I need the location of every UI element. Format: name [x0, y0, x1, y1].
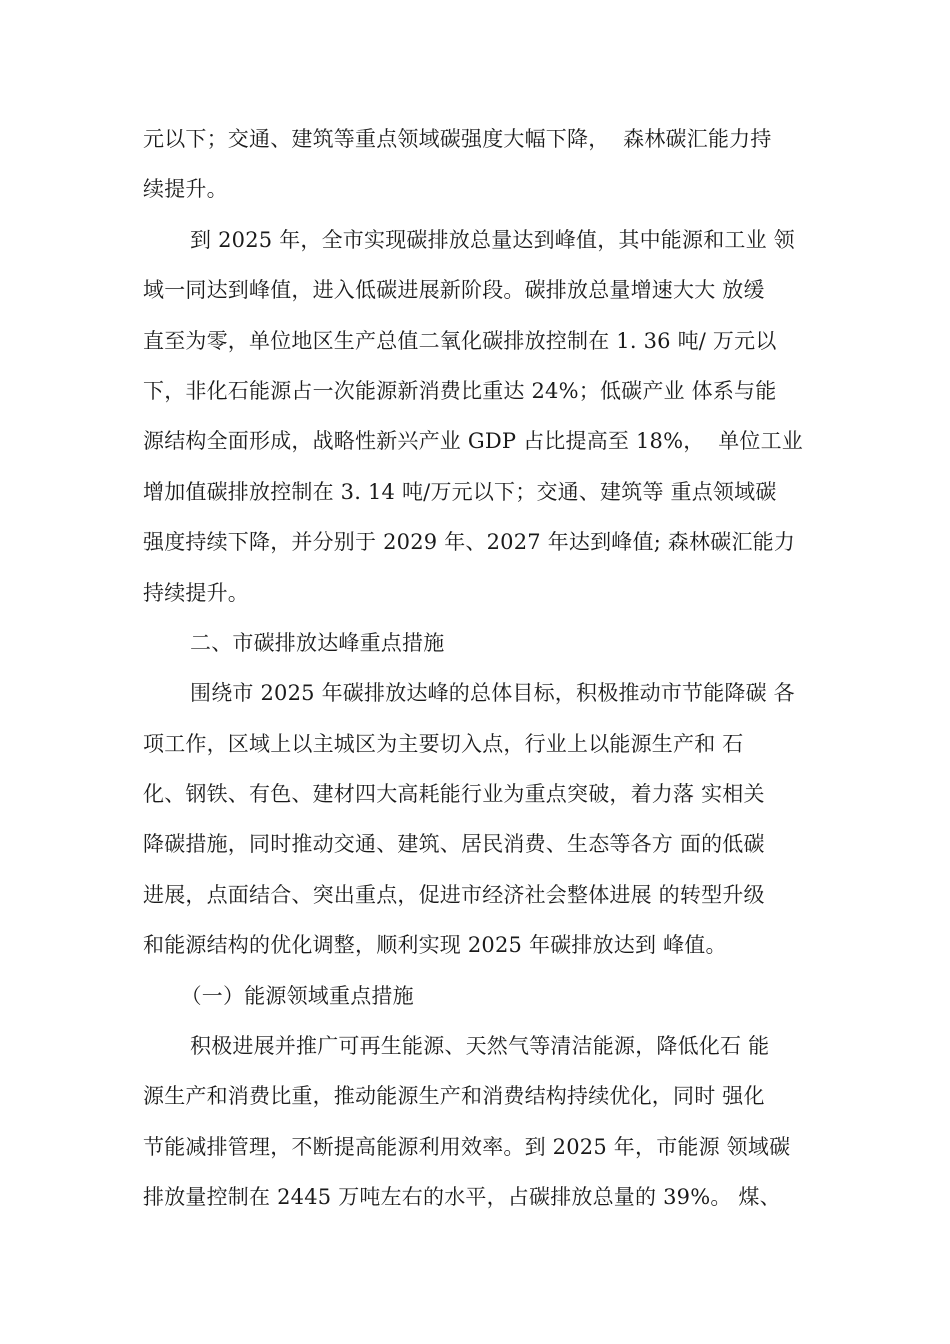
text-line: 项工作，区域上以主城区为主要切入点，行业上以能源生产和 石	[143, 731, 744, 756]
text-line: 元以下；交通、建筑等重点领域碳强度大幅下降， 森林碳汇能力持	[143, 127, 772, 151]
text-line: 强度持续下降，并分别于 2029 年、2027 年达到峰值; 森林碳汇能力	[143, 530, 796, 555]
text-line: （一）能源领域重点措施	[180, 983, 414, 1008]
text-line: 续提升。	[143, 177, 228, 202]
text-line: 节能减排管理，不断提高能源利用效率。到 2025 年，市能源 领域碳	[143, 1134, 791, 1159]
text-line: 二、市碳排放达峰重点措施	[190, 630, 445, 655]
text-line: 源生产和消费比重，推动能源生产和消费结构持续优化，同时 强化	[143, 1084, 765, 1109]
text-line: 源结构全面形成，战略性新兴产业 GDP 占比提高至 18%， 单位工业	[143, 429, 803, 454]
document-page	[143, 114, 823, 1223]
text-line: 增加值碳排放控制在 3. 14 吨/万元以下；交通、建筑等 重点领域碳	[143, 479, 777, 504]
text-line: 持续提升。	[143, 580, 249, 605]
text-line: 降碳措施，同时推动交通、建筑、居民消费、生态等各方 面的低碳	[143, 832, 765, 857]
text-line: 下，非化石能源占一次能源新消费比重达 24%；低碳产业 体系与能	[143, 378, 777, 403]
text-line: 域一同达到峰值，进入低碳进展新阶段。碳排放总量增速大大 放缓	[143, 278, 765, 303]
text-line: 直至为零，单位地区生产总值二氧化碳排放控制在 1. 36 吨/ 万元以	[143, 328, 777, 353]
text-line: 围绕市 2025 年碳排放达峰的总体目标，积极推动市节能降碳 各	[190, 681, 795, 706]
text-line: 到 2025 年，全市实现碳排放总量达到峰值，其中能源和工业 领	[190, 227, 795, 252]
text-line: 进展，点面结合、突出重点，促进市经济社会整体进展 的转型升级	[143, 882, 765, 907]
text-line: 积极进展并推广可再生能源、天然气等清洁能源，降低化石 能	[190, 1034, 770, 1059]
text-line: 化、钢铁、有色、建材四大高耗能行业为重点突破，着力落 实相关	[143, 782, 765, 807]
text-line: 和能源结构的优化调整，顺利实现 2025 年碳排放达到 峰值。	[143, 933, 727, 958]
text-line: 排放量控制在 2445 万吨左右的水平，占碳排放总量的 39%。 煤、	[143, 1185, 781, 1210]
